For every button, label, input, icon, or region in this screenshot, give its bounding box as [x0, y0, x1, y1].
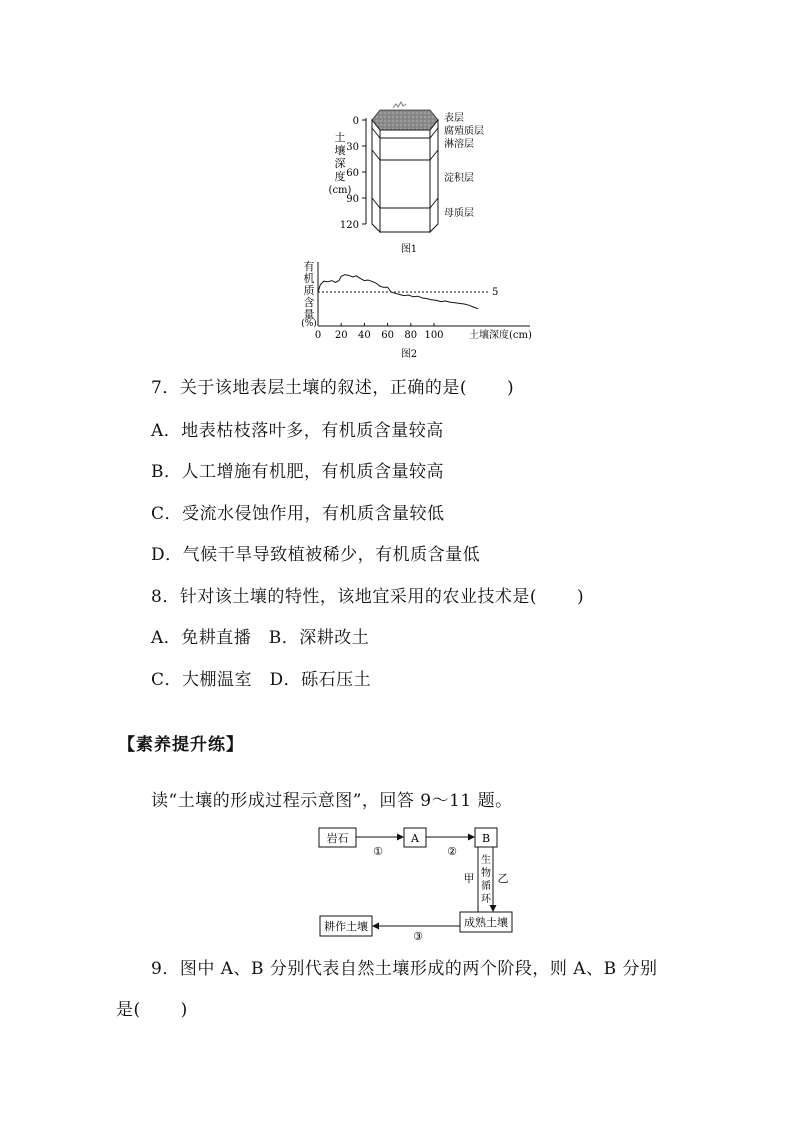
q7-option-b[interactable]: B．人工增施有机肥，有机质含量较高	[151, 462, 444, 482]
organic-matter-chart	[301, 260, 532, 360]
depth-axis-char-2: 壤	[334, 144, 346, 157]
step-1-label: ①	[373, 845, 383, 858]
chart-x-tick-label: 40	[358, 330, 371, 341]
box-rock-label: 岩石	[326, 832, 349, 845]
q8-close-paren: )	[576, 587, 585, 607]
q9-line2-prefix: 是(	[116, 1000, 141, 1020]
box-a-label: A	[411, 832, 419, 845]
depth-tick-90: 90	[346, 194, 359, 205]
q7-option-c[interactable]: C．受流水侵蚀作用，有机质含量较低	[151, 504, 445, 524]
q7-stem	[151, 377, 514, 399]
label-yi: 乙	[497, 872, 509, 885]
soil-formation-flowchart	[0, 820, 794, 945]
q8-stem-text: 8．针对该土壤的特性，该地宜采用的农业技术是(	[151, 587, 537, 607]
q7-option-d[interactable]: D．气候干旱导致植被稀少，有机质含量低	[151, 545, 481, 565]
step-2-label: ②	[447, 845, 457, 858]
figure2-caption: 图2	[400, 349, 418, 360]
chart-ylabel-char-1: 有	[303, 260, 315, 273]
chart-ylabel-char-2: 机	[303, 272, 315, 285]
q7-stem-text: 7．关于该地表层土壤的叙述，正确的是(	[151, 378, 467, 398]
bio-cycle-char-4: 环	[481, 894, 491, 905]
q9-line1: 9．图中 A、B 分别代表自然土壤形成的两个阶段，则 A、B 分别	[151, 959, 658, 979]
chart-yunit: (%)	[301, 319, 317, 329]
depth-tick-0: 0	[352, 116, 359, 127]
figure1-caption: 图1	[400, 244, 418, 255]
layer-label-eluvial: 淋溶层	[444, 139, 474, 150]
q9-close-paren: )	[180, 1000, 188, 1020]
label-jia: 甲	[463, 872, 475, 885]
chart-x-tick-label: 80	[404, 330, 418, 341]
soil-profile-figure	[329, 102, 484, 255]
depth-axis-char-4: 度	[334, 170, 346, 183]
q8-options-row1[interactable]: A．免耕直播 B．深耕改土	[151, 628, 370, 648]
depth-tick-30: 30	[346, 142, 359, 153]
bio-cycle-char-3: 循	[481, 881, 491, 892]
q9-line2	[116, 999, 188, 1021]
chart-xlabel: 土壤深度(cm)	[469, 330, 532, 341]
q7-option-a[interactable]: A．地表枯枝落叶多，有机质含量较高	[151, 421, 444, 441]
bio-cycle-char-2: 物	[481, 868, 491, 879]
layer-label-surface: 表层	[444, 113, 464, 124]
intro-text: 读“土壤的形成过程示意图”，回答 9～11 题。	[151, 791, 513, 811]
section-title: 【素养提升练】	[118, 735, 244, 755]
chart-x-tick-label: 100	[424, 330, 444, 341]
layer-label-parent: 母质层	[444, 208, 474, 219]
bio-cycle-char-1: 生	[481, 855, 491, 866]
depth-axis-char-1: 土	[334, 131, 346, 144]
chart-x-tick-label: 0	[314, 330, 322, 341]
soil-figures	[0, 0, 794, 370]
q8-options-row2[interactable]: C．大棚温室 D．砾石压土	[151, 670, 372, 690]
q8-stem	[151, 586, 584, 608]
depth-tick-120: 120	[339, 220, 359, 231]
q7-close-paren: )	[506, 378, 515, 398]
box-cultivated-soil-label: 耕作土壤	[324, 920, 368, 933]
layer-label-illuvial: 淀积层	[444, 173, 474, 184]
box-mature-soil-label: 成熟土壤	[464, 916, 508, 929]
layer-label-humus: 腐殖质层	[444, 126, 484, 137]
depth-axis-unit: (cm)	[328, 185, 352, 196]
chart-reference-label: 5	[492, 287, 499, 298]
chart-x-tick-label: 20	[334, 330, 348, 341]
chart-ylabel-char-5: 量	[303, 308, 315, 321]
box-b-label: B	[481, 832, 491, 845]
step-3-label: ③	[413, 930, 423, 943]
soil-column	[372, 102, 438, 232]
depth-tick-60: 60	[346, 168, 359, 179]
chart-ylabel-char-3: 质	[303, 284, 315, 297]
depth-axis-char-3: 深	[334, 157, 346, 170]
chart-x-tick-label: 60	[381, 330, 394, 341]
chart-ylabel-char-4: 含	[303, 296, 315, 309]
